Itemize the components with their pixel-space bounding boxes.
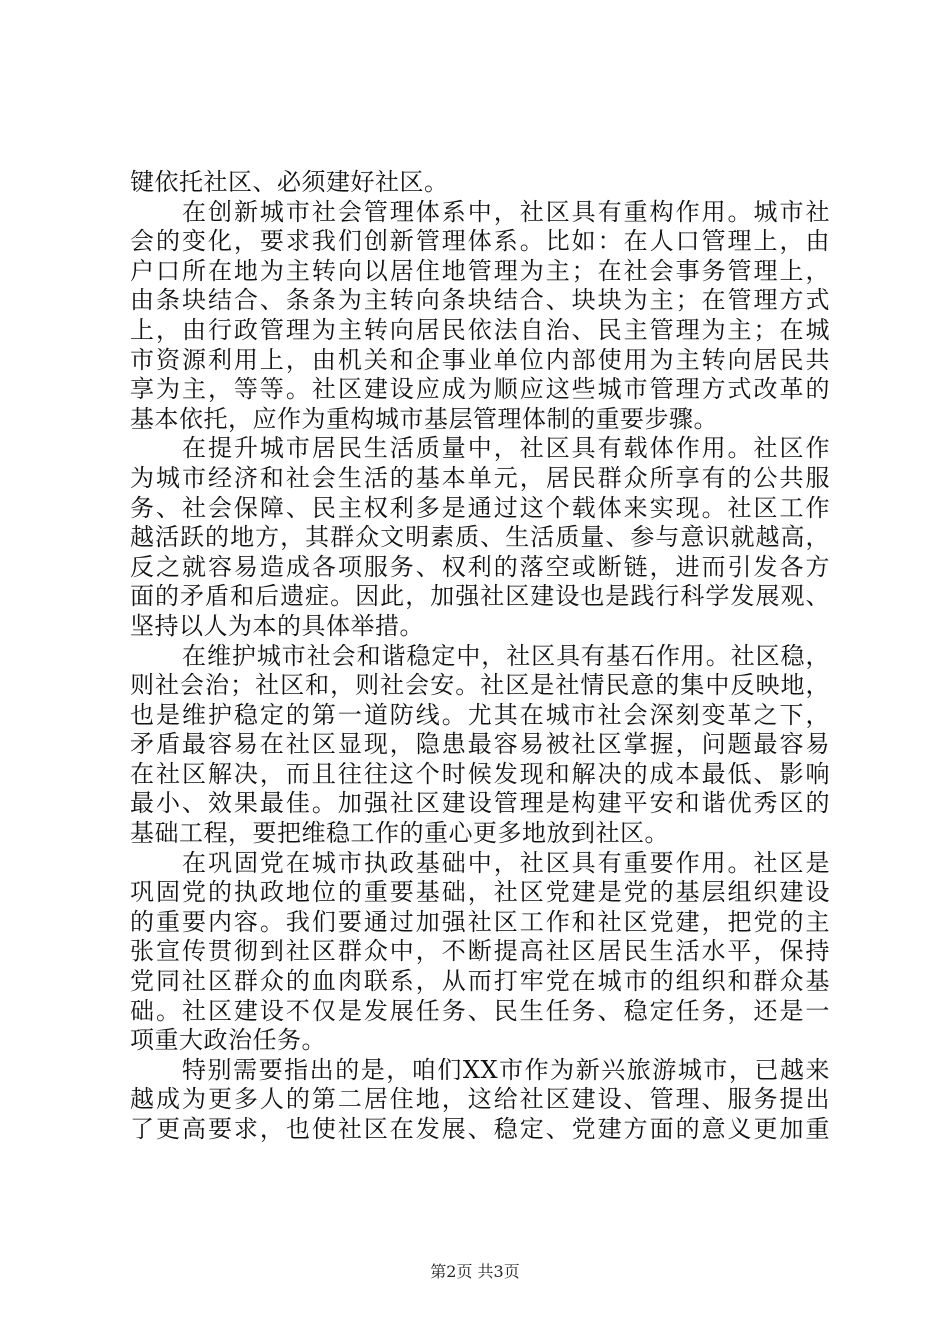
page-footer: 第2页 共3页	[430, 1262, 520, 1281]
text-line: 最小、效果最佳。加强社区建设管理是构建平安和谐优秀区的	[130, 789, 830, 818]
text-line: 面的矛盾和后遗症。因此，加强社区建设也是践行科学发展观、	[130, 582, 830, 611]
text-line: 特别需要指出的是，咱们XX市作为新兴旅游城市，已越来	[182, 1055, 830, 1084]
text-line: 基础工程，要把维稳工作的重心更多地放到社区。	[130, 819, 669, 848]
text-line: 项重大政治任务。	[130, 1026, 326, 1055]
text-line: 务、社会保障、民主权利多是通过这个载体来实现。社区工作	[130, 493, 830, 522]
text-line: 越成为更多人的第二居住地，这给社区建设、管理、服务提出	[130, 1085, 830, 1114]
text-line: 巩固党的执政地位的重要基础，社区党建是党的基层组织建设	[130, 878, 830, 907]
text-line: 由条块结合、条条为主转向条块结合、块块为主；在管理方式	[130, 286, 830, 315]
text-line: 反之就容易造成各项服务、权利的落空或断链，进而引发各方	[130, 552, 830, 581]
text-line: 础。社区建设不仅是发展任务、民生任务、稳定任务，还是一	[130, 996, 830, 1025]
text-line: 在提升城市居民生活质量中，社区具有载体作用。社区作	[182, 434, 830, 463]
text-line: 为城市经济和社会生活的基本单元，居民群众所享有的公共服	[130, 463, 830, 492]
text-line: 的重要内容。我们要通过加强社区工作和社区党建，把党的主	[130, 907, 830, 936]
text-line: 享为主，等等。社区建设应成为顺应这些城市管理方式改革的	[130, 375, 830, 404]
text-line: 在巩固党在城市执政基础中，社区具有重要作用。社区是	[182, 848, 830, 877]
text-line: 张宣传贯彻到社区群众中，不断提高社区居民生活水平，保持	[130, 937, 830, 966]
text-line: 市资源利用上，由机关和企事业单位内部使用为主转向居民共	[130, 345, 830, 374]
text-line: 则社会治；社区和，则社会安。社区是社情民意的集中反映地，	[130, 671, 830, 700]
text-line: 矛盾最容易在社区显现，隐患最容易被社区掌握，问题最容易	[130, 730, 830, 759]
text-line: 党同社区群众的血肉联系，从而打牢党在城市的组织和群众基	[130, 967, 830, 996]
text-line: 户口所在地为主转向以居住地管理为主；在社会事务管理上，	[130, 256, 830, 285]
text-line: 了更高要求，也使社区在发展、稳定、党建方面的意义更加重	[130, 1115, 830, 1143]
text-line: 会的变化，要求我们创新管理体系。比如：在人口管理上，由	[130, 227, 830, 256]
text-line: 也是维护稳定的第一道防线。尤其在城市社会深刻变革之下，	[130, 700, 830, 729]
text-line: 在创新城市社会管理体系中，社区具有重构作用。城市社	[182, 197, 830, 226]
text-line: 基本依托，应作为重构城市基层管理体制的重要步骤。	[130, 404, 718, 433]
text-line: 越活跃的地方，其群众文明素质、生活质量、参与意识就越高，	[130, 523, 830, 552]
text-line: 上，由行政管理为主转向居民依法自治、民主管理为主；在城	[130, 315, 830, 344]
text-line: 键依托社区、必须建好社区。	[130, 168, 449, 196]
text-line: 坚持以人为本的具体举措。	[130, 611, 424, 640]
text-line: 在社区解决，而且往往这个时候发现和解决的成本最低、影响	[130, 759, 830, 788]
text-line: 在维护城市社会和谐稳定中，社区具有基石作用。社区稳，	[182, 641, 830, 670]
document-body	[130, 168, 830, 1145]
